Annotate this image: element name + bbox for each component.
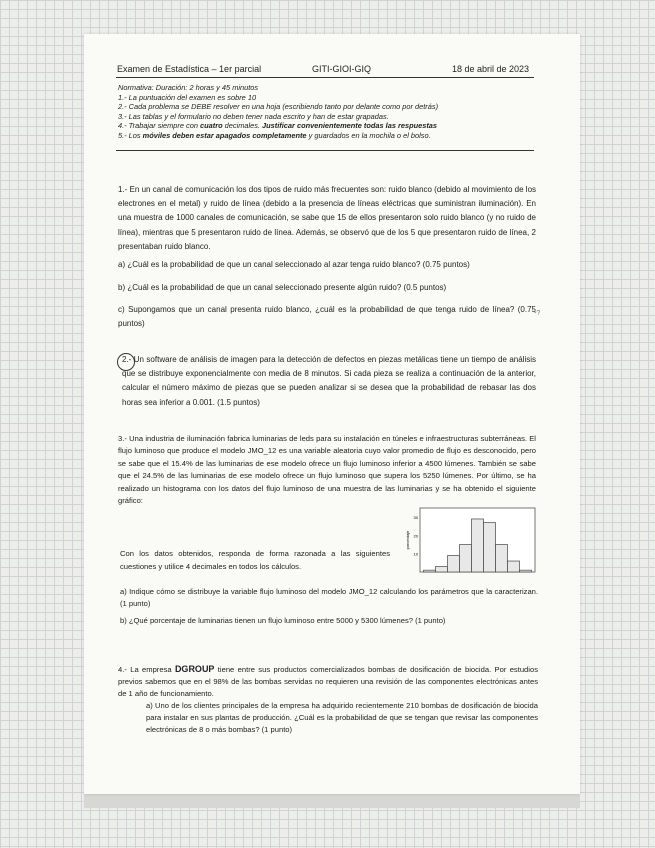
question-1 (118, 183, 536, 254)
brand-name: DGROUP (174, 664, 215, 674)
header-date: 18 de abril de 2023 (452, 64, 530, 74)
rule-2: 2.- Cada problema se DEBE resolver en una hoja (escribiendo tanto por delante como por detrás) (118, 102, 439, 112)
rule-duration: Normativa: Duración: 2 horas y 45 minutos (118, 83, 259, 92)
question-1b: b) ¿Cuál es la probabilidad de que un canal seleccionado presente algún ruido? (0.5 puntos) (118, 283, 447, 292)
header-rule (116, 77, 534, 78)
histogram-bar (460, 545, 472, 572)
question-1c: c) Supongamos que un canal presenta ruido blanco, ¿cuál es la probabilidad de que tenga ruido de línea? (0.75 puntos) (118, 305, 536, 329)
rule-3: 3.- Las tablas y el formulario no deben tener nada escrito y han de estar grapadas. (118, 111, 389, 121)
histogram-ylabel: porcentaje (405, 530, 410, 550)
question-2: 2.- Un software de análisis de imagen para la detección de defectos en piezas metálicas tiene un tiempo de análisis que se distribuye exponencialmente con media de 8 minutos. Si cada pieza se realiza a continuación de la anterior, calcular el número máximo de piezas que se pueden analizar si se desea que la probabilidad de rebasar las dos horas sea inferior a 0.001. (1.5 puntos) (122, 355, 536, 407)
histogram-bar (496, 545, 508, 572)
histogram-tick-label: 10 (413, 551, 418, 557)
question-4: 4.- La empresa DGROUP tiene entre sus productos comercializados bombas de dosificación de biocida. Por estudios previos sabemos que en el 98% de las bombas servidas no requieren una revisión de las componentes electrónicas antes de 1 año de funcionamiento. (118, 664, 538, 699)
rule-1: 1.- La puntuación del examen es sobre 10 (118, 92, 257, 102)
histogram-bar (448, 556, 460, 572)
question-4a: a) Uno de los clientes principales de la empresa ha adquirido recientemente 210 bombas de dosificación de biocida para instalar en sus plantas de producción. ¿Cuál es la probabilidad de que se tengan que revisar las componentes electrónicas de 8 o más bombas? (1 punto) (146, 701, 538, 735)
header-center: GITI-GIOI-GIQ (312, 64, 371, 74)
paper-bottom-edge (84, 794, 580, 808)
header-left: Examen de Estadística – 1er parcial (117, 64, 262, 74)
histogram-bar (520, 570, 532, 572)
question-1-text: 1.- En un canal de comunicación los dos tipos de ruido más frecuentes son: ruido blanco (debido al movimiento de los electrones en el metal) y ruido de línea (debido a la presencia de líneas eléctricas que suministran iluminación). En una muestra de 1000 canales de comunicación, se sabe que 15 de ellos presentaron solo ruido blanco (y no ruido de línea), mientras que 5 presentaron ruido de línea. Además, se observó que de los 5 que presentaron ruido de línea, 2 presentaban ruido blanco. (118, 185, 537, 251)
exam-rules (118, 83, 538, 141)
histogram-tick-label: 30 (413, 515, 418, 521)
histogram-bar (424, 570, 436, 572)
question-1a: a) ¿Cuál es la probabilidad de que un canal seleccionado al azar tenga ruido blanco? (0.75 puntos) (118, 260, 470, 269)
histogram-tick-label: 20 (413, 533, 418, 539)
histogram-bar (436, 567, 448, 572)
histogram (400, 504, 540, 582)
question-3a: a) Indique cómo se distribuye la variable flujo luminoso del modelo JMO_12 calculando los parámetros que la caracterizan. (1 punto) (120, 587, 538, 609)
margin-mark: ¹? (534, 310, 541, 317)
question-3-side: Con los datos obtenidos, responda de forma razonada a las siguientes cuestiones y utilice 4 decimales en todos los cálculos. (120, 549, 390, 571)
rule-4: 4.- Trabajar siempre con cuatro decimales. Justificar convenientemente todas las respuestas (118, 121, 438, 131)
histogram-bar (508, 561, 520, 572)
question-3: 3.- Una industria de iluminación fabrica luminarias de leds para su instalación en túneles e infraestructuras subterráneas. El flujo luminoso que produce el modelo JMO_12 es una variable aleatoria cuyo valor promedio de flujo es desconocido, pero se sabe que el 15.4% de las luminarias de ese modelo ofrece un flujo luminoso inferior a 4500 lúmenes. También se sabe que el 24.5% de las luminarias de ese modelo ofrece un flujo luminoso que supera los 5250 lúmenes. Por último, se ha realizado un histograma con los datos del flujo luminoso de una muestra de las luminarias y se ha obtenido el siguiente gráfico: (118, 434, 536, 506)
rules-rule (116, 150, 534, 151)
histogram-svg (400, 504, 540, 582)
rule-5: 5.- Los móviles deben estar apagados completamente y guardados en la mochila o el bolso. (118, 130, 431, 140)
histogram-bar (472, 519, 484, 572)
question-3b: b) ¿Qué porcentaje de luminarias tienen un flujo luminoso entre 5000 y 5300 lúmenes? (1 punto) (120, 616, 446, 625)
histogram-bar (484, 523, 496, 572)
